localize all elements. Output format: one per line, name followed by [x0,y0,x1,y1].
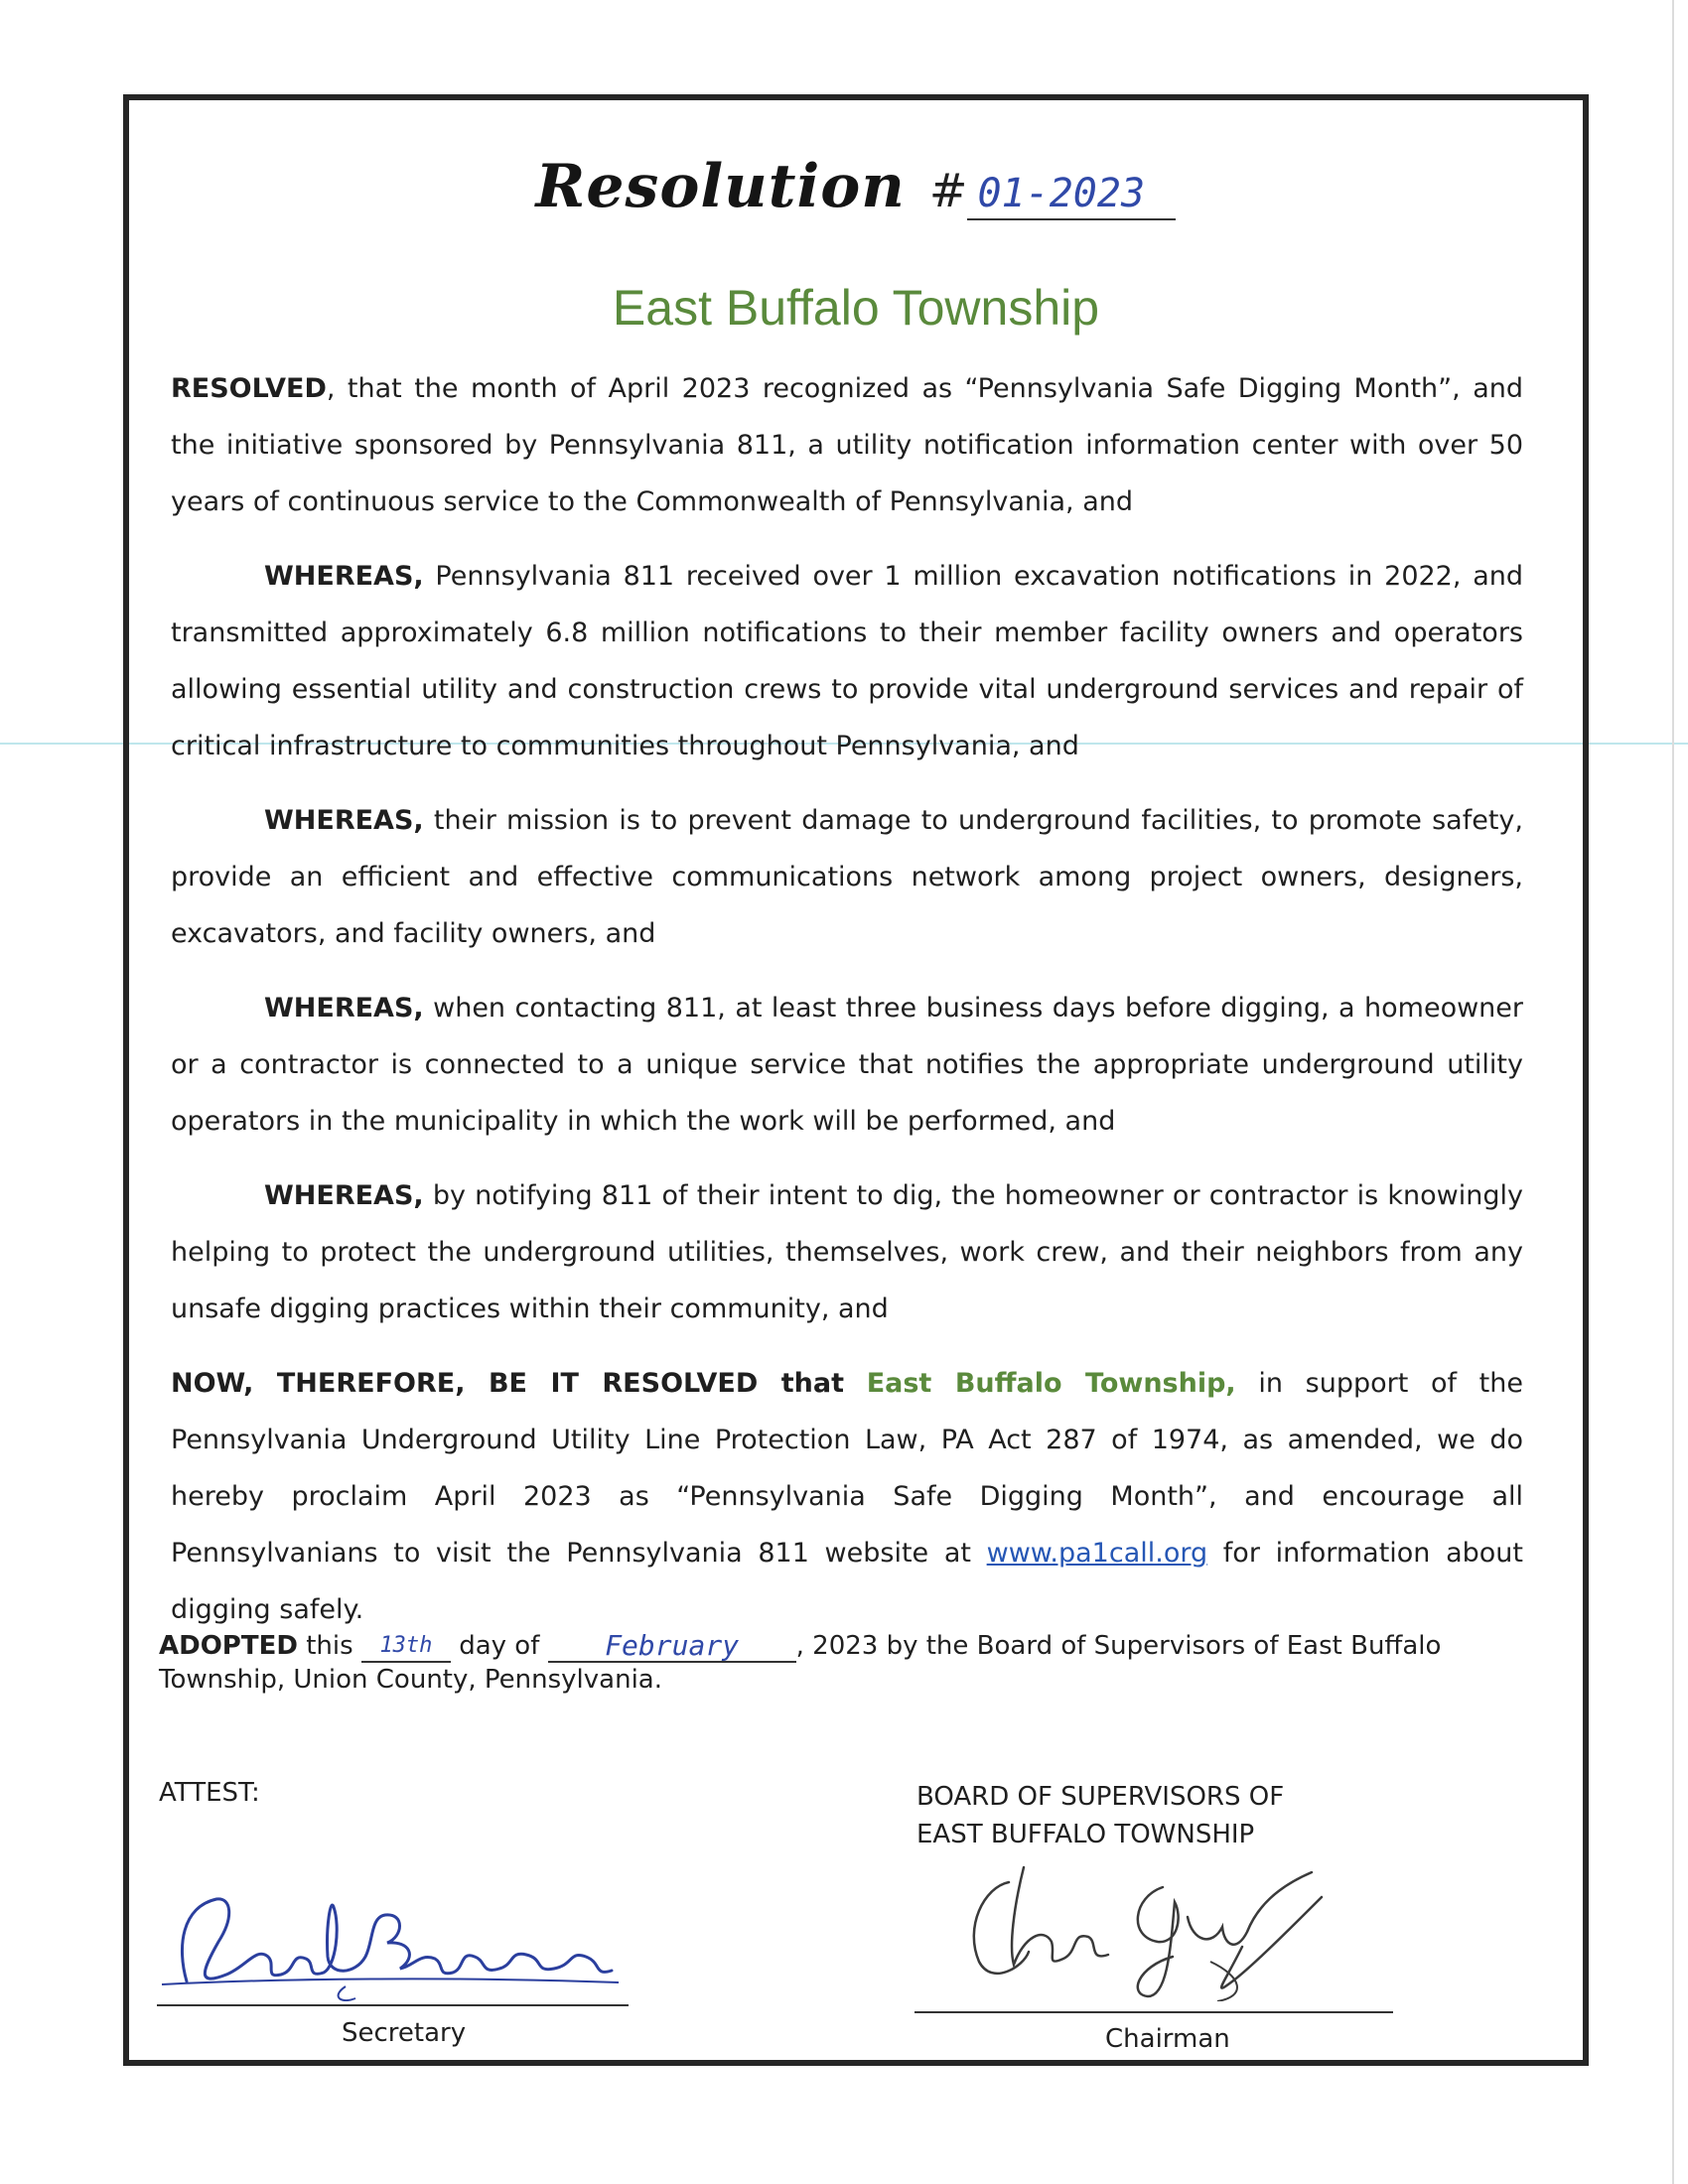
paragraph-text: when contacting 811, at least three business days before digging, a homeowner or a contractor is connected to a unique service that notifies the appropriate underground utility operators in the municipality in which the work will be performed, and [171,993,1523,1137]
paragraph-lead: NOW, THEREFORE, BE IT RESOLVED that [171,1368,845,1399]
paragraph-text: their mission is to prevent damage to underground facilities, to promote safety, provide an efficient and effective communications network among project owners, designers, excavators, and facility owners, and [171,805,1523,949]
paragraph-lead: WHEREAS, [264,1180,424,1211]
paragraph-whereas-1 [171,548,1523,774]
secretary-signature-line [157,2004,629,2006]
adopted-month-handwritten: February [548,1631,796,1663]
adopted-rest: , 2023 by the Board of Supervisors of East Buffalo Township, Union County, Pennsylvania. [159,1631,1442,1695]
paragraph-text: by notifying 811 of their intent to dig, the homeowner or contractor is knowingly helping to protect the underground utilities, themselves, work crew, and their neighbors from any unsafe digging practices within their community, and [171,1180,1523,1324]
adopted-statement [159,1629,1529,1697]
paragraph-now-therefore [171,1355,1523,1638]
document-frame [123,94,1589,2066]
paragraph-lead: RESOLVED [171,373,327,404]
board-heading [916,1778,1284,1853]
secretary-caption: Secretary [342,2018,467,2048]
attest-label: ATTEST: [159,1778,260,1808]
chairman-signature-line [914,2011,1393,2013]
resolution-body [171,360,1523,1656]
paragraph-lead: WHEREAS, [264,805,424,836]
adopted-day-of: day of [450,1631,548,1661]
township-inline: East Buffalo Township, [866,1368,1236,1399]
adopted-this: this [297,1631,361,1661]
adopted-day-handwritten: 13th [361,1631,451,1663]
paragraph-whereas-4 [171,1167,1523,1337]
paragraph-text: Pennsylvania 811 received over 1 million excavation notifications in 2022, and transmitted approximately 6.8 million notifications to their member facility owners and operators allowing essential utility and construction crews to provide vital underground services and repair of critical infrastructure to communities throughout Pennsylvania, and [171,561,1523,761]
paragraph-tail: for information about digging safely. [171,1538,1523,1625]
adopted-lead: ADOPTED [159,1631,298,1661]
paragraph-whereas-2 [171,792,1523,962]
resolution-header [129,152,1583,221]
township-title: East Buffalo Township [612,280,1100,336]
paragraph-lead: WHEREAS, [264,993,424,1024]
paragraph-whereas-3 [171,980,1523,1150]
page-edge [1672,0,1674,2184]
resolution-title: Resolution [535,152,906,221]
secretary-signature [157,1887,624,2001]
website-link[interactable]: www.pa1call.org [986,1538,1208,1569]
chairman-caption: Chairman [1105,2024,1230,2054]
paragraph-text: , that the month of April 2023 recognized as “Pennsylvania Safe Digging Month”, and the initiative sponsored by Pennsylvania 811, a utility notification information center with over 50 years of continuous service to the Commonwealth of Pennsylvania, and [171,373,1523,517]
chairman-signature [914,1847,1391,2001]
resolution-number-handwritten: 01-2023 [967,169,1176,220]
paragraph-lead: WHEREAS, [264,561,424,592]
board-line-1: BOARD OF SUPERVISORS OF [916,1782,1285,1812]
resolution-hash: # [928,164,968,217]
board-line-2: EAST BUFFALO TOWNSHIP [916,1820,1255,1849]
paragraph-resolved [171,360,1523,530]
paragraph-text: in support of the Pennsylvania Underground Utility Line Protection Law, PA Act 287 of 1974, as amended, we do hereby proclaim April 2023 as “Pennsylvania Safe Digging Month”, and encourage all Pennsylvanians to visit the Pennsylvania 811 website at [171,1368,1523,1569]
